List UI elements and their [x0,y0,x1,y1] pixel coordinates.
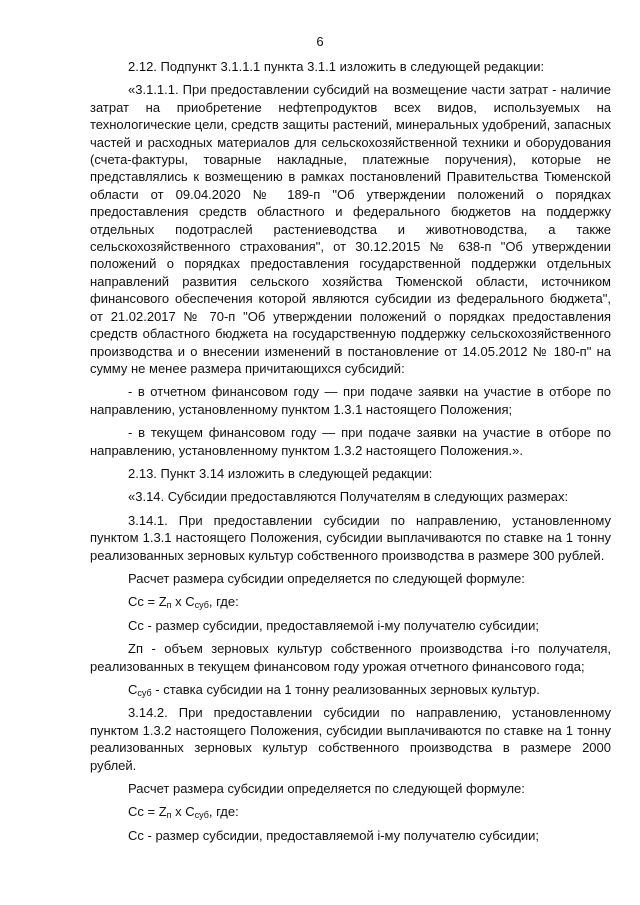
paragraph-cc-definition-1: Сс - размер субсидии, предоставляемой i-му получателю субсидии; [128,617,540,633]
paragraph-csub-definition: $С_{суб}$ - ставка субсидии на 1 тонну реализованных зерновых культур. [128,682,540,698]
paragraph-3-14: «3.14. Субсидии предоставляются Получателям в следующих размерах: [128,489,569,505]
page-number: 6 [316,34,324,49]
paragraph-2-12: 2.12. Подпункт 3.1.1.1 пункта 3.1.1 изложить в следующей редакции: [128,59,545,74]
paragraph-3-1-1-1: «3.1.1.1. При предоставлении субсидий на возмещение части затрат - наличие затрат на приобретение нефтепродуктов всех видов, используемых на технологические цели, средств защиты растений, минеральных удобрений, запасных частей и расходных материалов для сельскохозяйственной техники и оборудования (счета-фактуры, товарные накладные, платежные поручения), которые не представлялись к возмещению в рамках постановлений Правительства Тюменской области от 09.04.2020 № 189-п "Об утверждении положений о порядках предоставления средств областного и федерального бюджетов на поддержку отдельных подотраслей растениеводства и животноводства, а также сельскохозяйственного страхования", от 30.12.2015 № 638-п "Об утверждении положений о порядках предоставления государственной поддержки отдельных направлений развития сельского хозяйства Тюменской области, источником финансового обеспечения которой являются субсидии из федерального бюджета", от 21.02.2017 № 70-п "Об утверждении положений о порядках предоставления средств областного бюджета на государственную поддержку сельскохозяйственного производства и о внесении изменений в постановление от 14.05.2012 № 180-п" на сумму не менее размера причитающихся субсидий: [90,82,611,376]
paragraph-cc-definition-2: Сс - размер субсидии, предоставляемой i-му получателю субсидии; [128,827,540,843]
formula-2: Сс = $Z_п$ х $С_{суб}$, где: [128,804,239,821]
formula-1: Сс = $Z_п$ х $С_{суб}$, где: [128,594,239,611]
paragraph-formula-intro-2: Расчет размера субсидии определяется по следующей формуле: [128,781,525,797]
paragraph-3-14-2: 3.14.2. При предоставлении субсидии по направлению, установленному пунктом 1.3.2 настоящего Положения, субсидии выплачиваются по ставке на 1 тонну реализованных зерновых культур собственного производства в размере 2000 рублей. [90,705,611,773]
paragraph-reporting-year: - в отчетном финансовом году — при подаче заявки на участие в отборе по направлению, установленному пунктом 1.3.1 настоящего Положения; [90,384,611,417]
paragraph-formula-intro-1: Расчет размера субсидии определяется по следующей формуле: [128,570,525,586]
paragraph-zp-definition: Zп - объем зерновых культур собственного производства i-го получателя, реализованных в текущем финансовом году урожая отчетного финансового года; [90,641,611,674]
document-body [90,58,611,848]
paragraph-3-14-1: 3.14.1. При предоставлении субсидии по направлению, установленному пунктом 1.3.1 настоящего Положения, субсидии выплачиваются по ставке на 1 тонну реализованных зерновых культур собственного производства в размере 300 рублей. [90,512,611,563]
paragraph-2-13: 2.13. Пункт 3.14 изложить в следующей редакции: [128,465,433,481]
paragraph-current-year: - в текущем финансовом году — при подаче заявки на участие в отборе по направлению, установленному пунктом 1.3.2 настоящего Положения.». [90,425,611,458]
